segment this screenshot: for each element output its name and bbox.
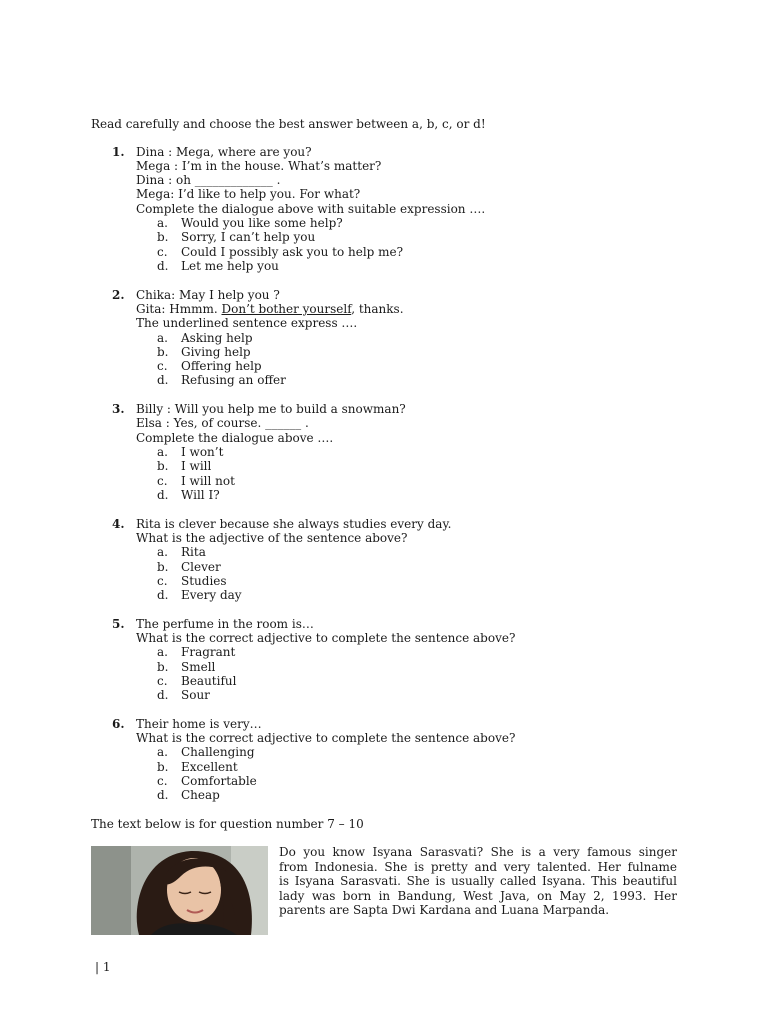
question-line: Mega: I’d like to help you. For what? bbox=[136, 187, 361, 201]
option-text: Giving help bbox=[181, 345, 251, 359]
passage-line: from Indonesia. She is pretty and very talented. Her fulname bbox=[279, 859, 677, 874]
question-line: The perfume in the room is… bbox=[136, 617, 314, 631]
option-letter: b. bbox=[157, 459, 169, 473]
passage-line: is Isyana Sarasvati. She is usually called Isyana. This beautiful bbox=[279, 874, 677, 888]
option-text: Will I? bbox=[181, 488, 220, 502]
option-letter: a. bbox=[157, 645, 168, 659]
question-prompt: Complete the dialogue above …. bbox=[136, 431, 334, 445]
question-line: Dina : oh _____________ . bbox=[136, 173, 281, 187]
option-letter: c. bbox=[157, 674, 168, 688]
question-line: Elsa : Yes, of course. ______ . bbox=[136, 416, 309, 430]
option-letter: c. bbox=[157, 774, 168, 788]
question-prompt: What is the adjective of the sentence above? bbox=[136, 531, 408, 545]
page-number: | 1 bbox=[95, 960, 111, 974]
option-text: Could I possibly ask you to help me? bbox=[181, 245, 404, 259]
portrait-illustration bbox=[91, 846, 268, 935]
option-text: Clever bbox=[181, 560, 221, 574]
option-letter: c. bbox=[157, 574, 168, 588]
question-number: 1. bbox=[112, 145, 125, 159]
question-line: Chika: May I help you ? bbox=[136, 288, 280, 302]
option-text: Let me help you bbox=[181, 259, 279, 273]
option-letter: a. bbox=[157, 545, 168, 559]
question-number: 6. bbox=[112, 717, 125, 731]
option-text: Excellent bbox=[181, 760, 238, 774]
option-text: Beautiful bbox=[181, 674, 237, 688]
option-text: Cheap bbox=[181, 788, 220, 802]
option-letter: a. bbox=[157, 216, 168, 230]
question-number: 4. bbox=[112, 517, 125, 531]
question-prompt: Complete the dialogue above with suitable expression …. bbox=[136, 202, 486, 216]
option-letter: c. bbox=[157, 245, 168, 259]
line-suffix: , thanks. bbox=[351, 302, 404, 316]
option-letter: a. bbox=[157, 745, 168, 759]
option-letter: d. bbox=[157, 588, 169, 602]
option-letter: b. bbox=[157, 660, 169, 674]
question-prompt: What is the correct adjective to complete the sentence above? bbox=[136, 631, 516, 645]
option-text: Offering help bbox=[181, 359, 262, 373]
option-letter: d. bbox=[157, 488, 169, 502]
question-line: Billy : Will you help me to build a snowman? bbox=[136, 402, 406, 416]
question-prompt: What is the correct adjective to complete the sentence above? bbox=[136, 731, 516, 745]
option-text: Challenging bbox=[181, 745, 255, 759]
option-letter: b. bbox=[157, 760, 169, 774]
question-line bbox=[136, 302, 404, 316]
option-letter: a. bbox=[157, 331, 168, 345]
question-line: Their home is very… bbox=[136, 717, 262, 731]
passage-line: Do you know Isyana Sarasvati? She is a very famous singer bbox=[279, 845, 677, 859]
text-intro: The text below is for question number 7 – 10 bbox=[91, 817, 364, 831]
question-line: Rita is clever because she always studies every day. bbox=[136, 517, 452, 531]
option-text: Smell bbox=[181, 660, 216, 674]
underlined-sentence: Don’t bother yourself bbox=[221, 302, 352, 316]
option-text: Asking help bbox=[181, 331, 253, 345]
passage-line: parents are Sapta Dwi Kardana and Luana Marpanda. bbox=[279, 903, 610, 917]
reading-passage bbox=[279, 845, 677, 918]
option-text: I will not bbox=[181, 474, 235, 488]
option-letter: d. bbox=[157, 688, 169, 702]
option-letter: d. bbox=[157, 373, 169, 387]
question-number: 5. bbox=[112, 617, 125, 631]
option-text: Would you like some help? bbox=[181, 216, 343, 230]
option-text: I won’t bbox=[181, 445, 224, 459]
option-text: Every day bbox=[181, 588, 242, 602]
instruction-text: Read carefully and choose the best answer between a, b, c, or d! bbox=[91, 117, 486, 131]
question-prompt: The underlined sentence express …. bbox=[136, 316, 358, 330]
passage-line: lady was born in Bandung, West Java, on May 2, 1993. Her bbox=[279, 888, 677, 903]
option-letter: b. bbox=[157, 230, 169, 244]
option-text: Rita bbox=[181, 545, 206, 559]
option-letter: b. bbox=[157, 345, 169, 359]
option-letter: a. bbox=[157, 445, 168, 459]
option-letter: c. bbox=[157, 474, 168, 488]
line-prefix: Gita: Hmmm. bbox=[136, 302, 222, 316]
option-letter: d. bbox=[157, 788, 169, 802]
singer-photo bbox=[91, 846, 268, 935]
option-text: Comfortable bbox=[181, 774, 257, 788]
option-text: Sour bbox=[181, 688, 210, 702]
question-line: Dina : Mega, where are you? bbox=[136, 145, 312, 159]
option-text: Refusing an offer bbox=[181, 373, 286, 387]
option-text: I will bbox=[181, 459, 212, 473]
option-letter: d. bbox=[157, 259, 169, 273]
option-text: Studies bbox=[181, 574, 227, 588]
question-line: Mega : I’m in the house. What’s matter? bbox=[136, 159, 382, 173]
question-number: 2. bbox=[112, 288, 125, 302]
option-text: Sorry, I can’t help you bbox=[181, 230, 316, 244]
option-text: Fragrant bbox=[181, 645, 236, 659]
option-letter: c. bbox=[157, 359, 168, 373]
option-letter: b. bbox=[157, 560, 169, 574]
question-number: 3. bbox=[112, 402, 125, 416]
